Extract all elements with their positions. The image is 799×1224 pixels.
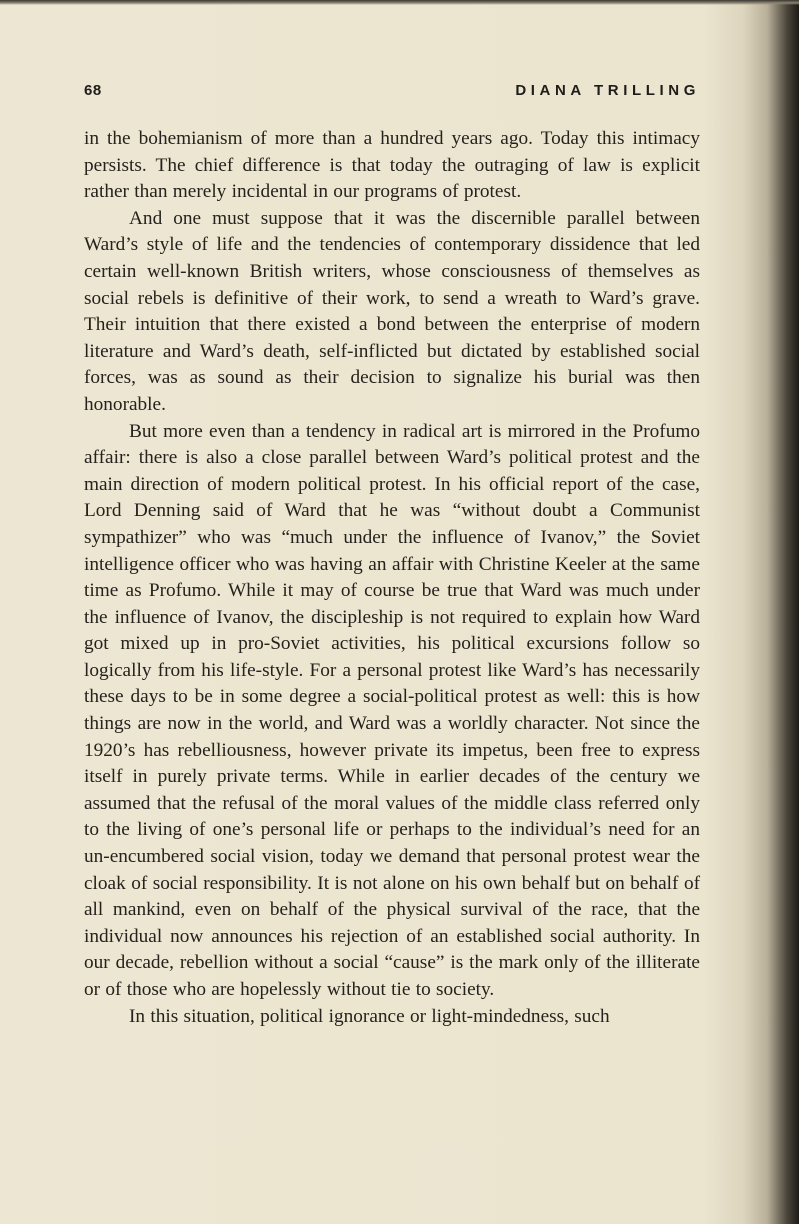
paragraph: But more even than a tendency in radical art is mirrored in the Profumo affair: there is also a close parallel between Ward’s political protest and the main direction of modern political protest. In his official report of the case, Lord Denning said of Ward that he was “without doubt a Communist sympathizer” who was “much under the influence of Ivanov,” the Soviet intelligence officer who was having an affair with Christine Keeler at the same time as Profumo. While it may of course be true that Ward was much under the influence of Ivanov, the discipleship is not required to explain how Ward got mixed up in pro-Soviet activities, his political excursions follow so logically from his life-style. For a personal protest like Ward’s has necessarily these days to be in some degree a social-political protest as well: this is how things are now in the world, and Ward was a worldly character. Not since the 1920’s has rebelliousness, however private its impetus, been free to express itself in purely private terms. While in earlier decades of the century we assumed that the refusal of the moral values of the middle class referred only to the living of one’s personal life or perhaps to the individual’s need for an un-encumbered social vision, today we demand that personal protest wear the cloak of social responsibility. It is not alone on his own behalf but on behalf of all mankind, even on behalf of the physical survival of the race, that the individual now announces his rejection of an established social authority. In our decade, rebellion without a social “cause” is the mark only of the illiterate or of those who are hopelessly without tie to society. <box>84 420 700 1000</box>
running-head: DIANA TRILLING <box>515 82 700 99</box>
page-header <box>84 82 700 106</box>
paragraph: In this situation, political ignorance or light-mindedness, such <box>129 1005 610 1027</box>
paragraph: And one must suppose that it was the discernible parallel between Ward’s style of life and the tendencies of contemporary dissidence that led certain well-known British writers, whose consciousness of themselves as social rebels is definitive of their work, to send a wreath to Ward’s grave. Their intuition that there existed a bond between the enterprise of modern literature and Ward’s death, self-inflicted but dictated by established social forces, was as sound as their decision to signalize his burial was then honorable. <box>84 207 700 415</box>
page-top-edge <box>0 0 799 5</box>
paragraph: in the bohemianism of more than a hundred years ago. Today this intimacy persists. The chief difference is that today the outraging of law is explicit rather than merely incidental in our programs of protest. <box>84 128 700 203</box>
body-text <box>84 126 700 1030</box>
page-number: 68 <box>84 82 102 99</box>
